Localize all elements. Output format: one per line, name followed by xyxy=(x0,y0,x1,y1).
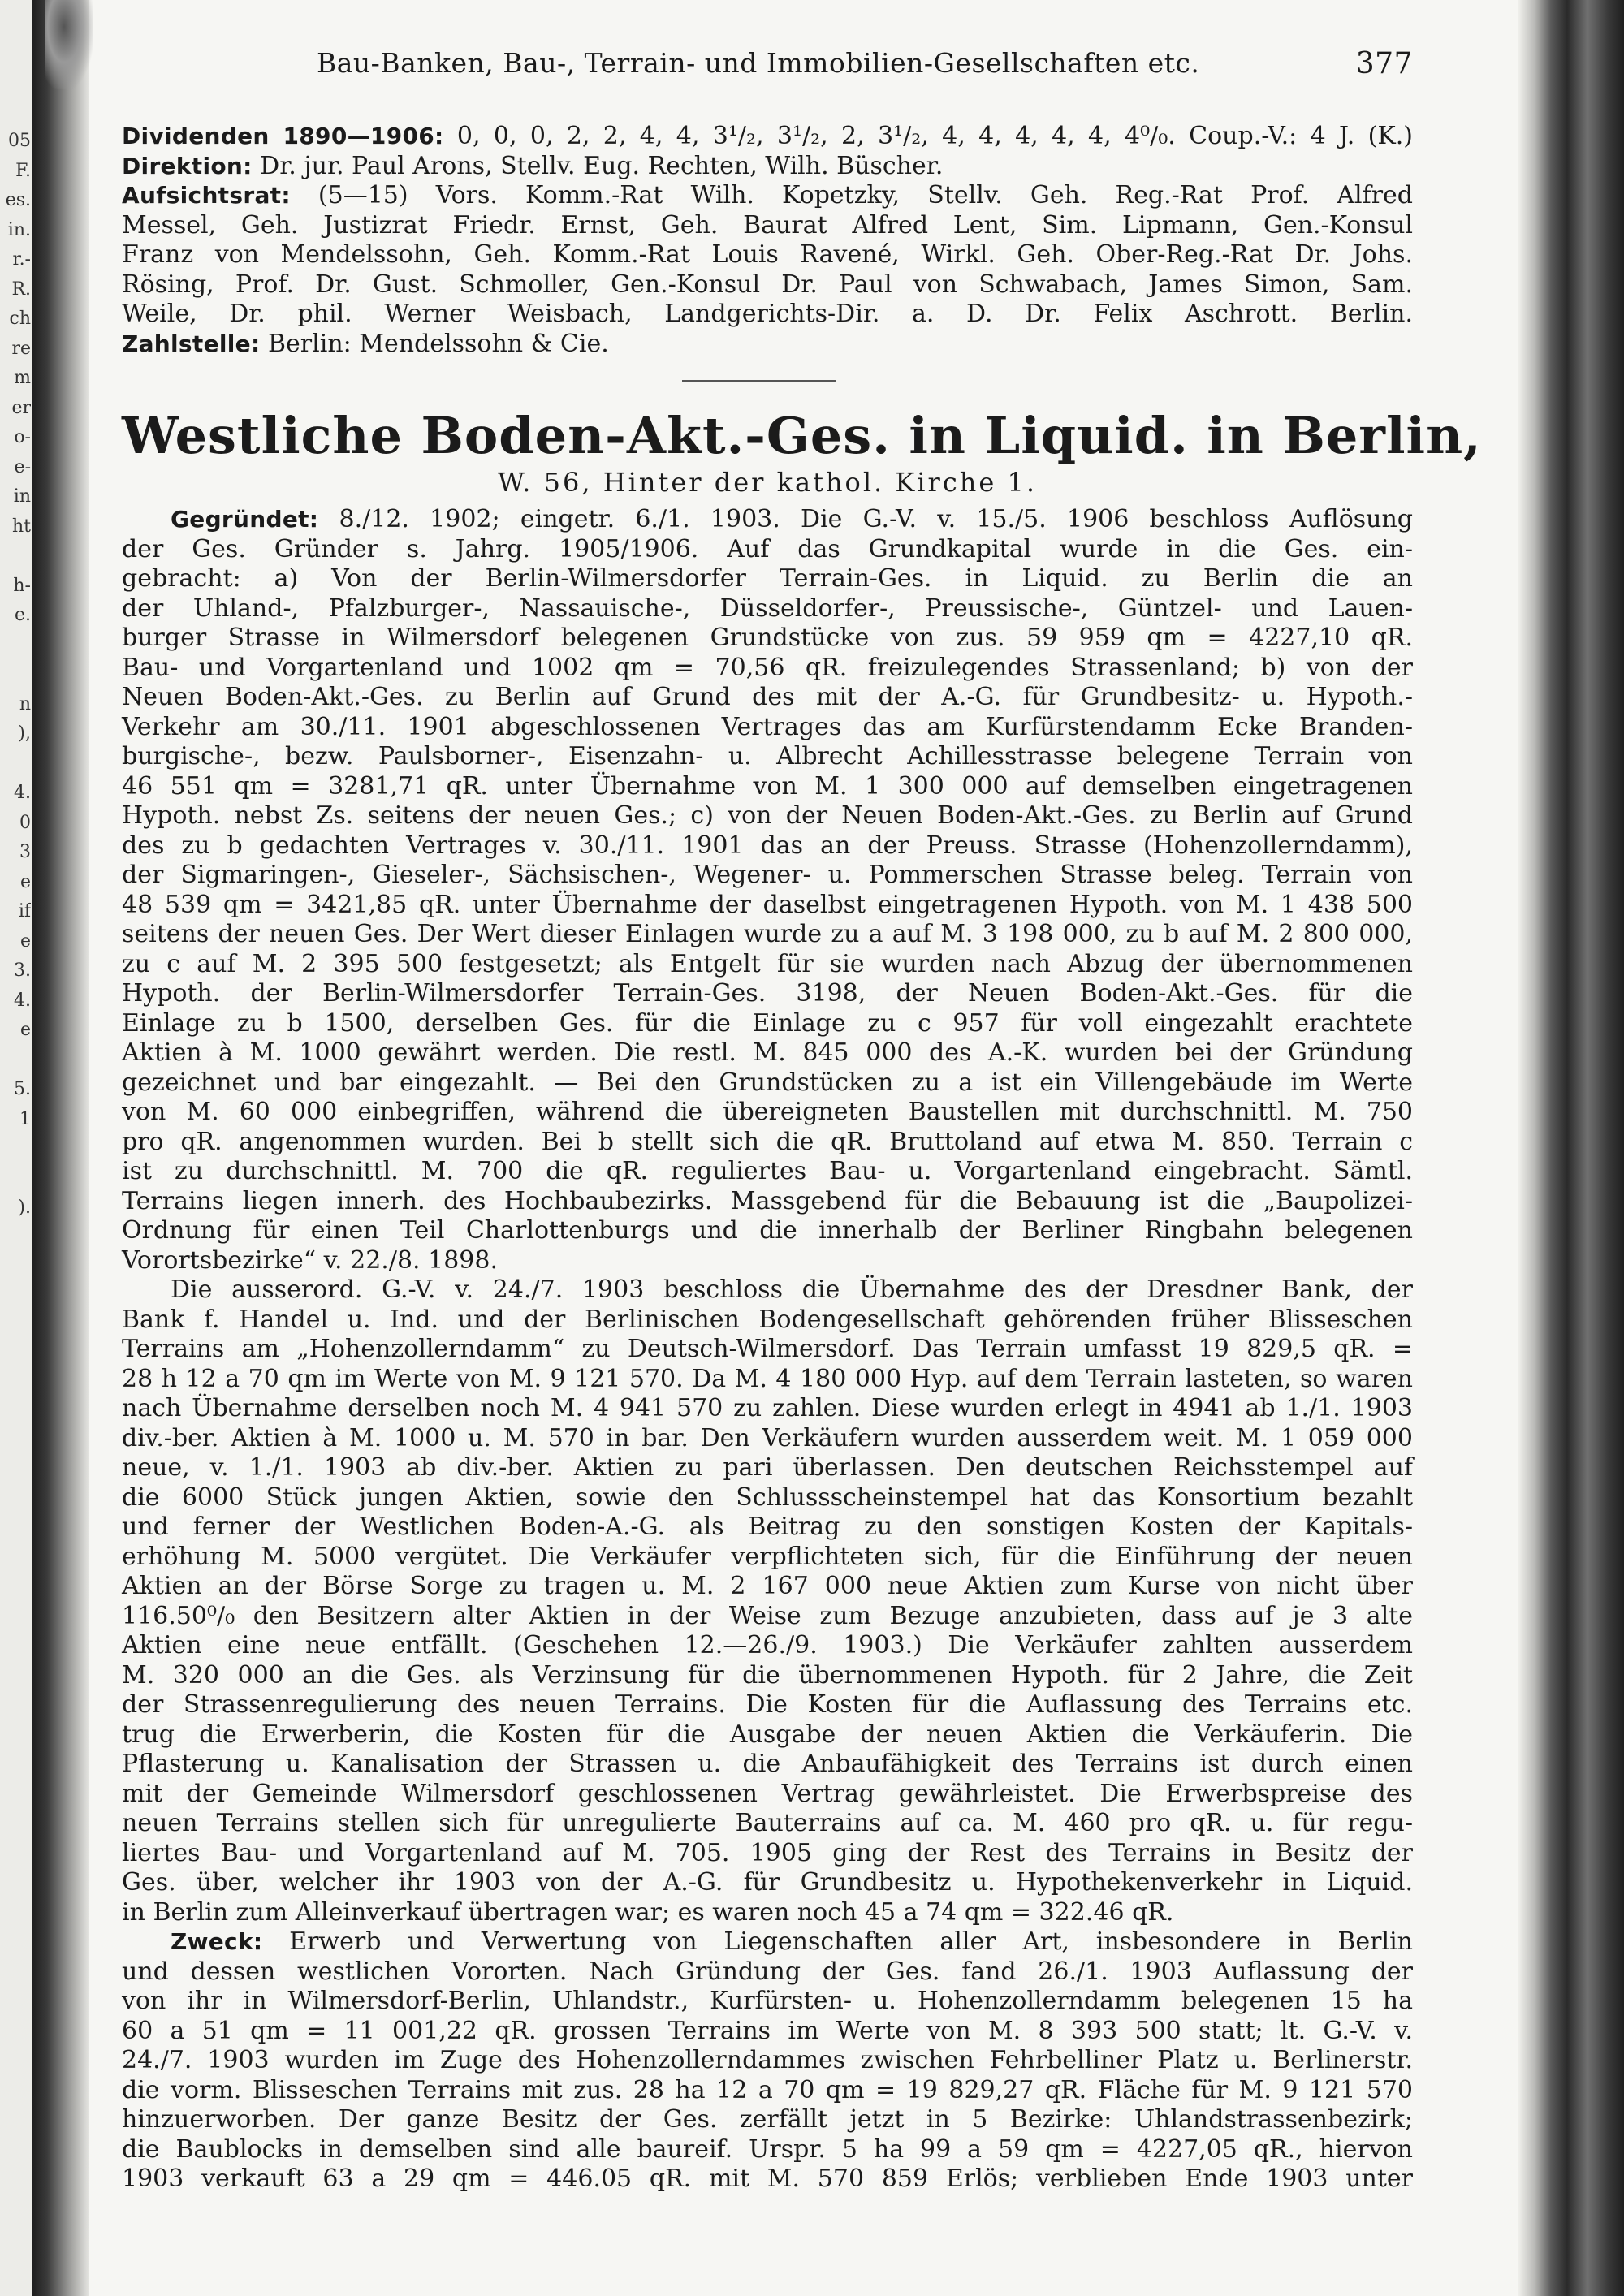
text-line xyxy=(122,594,1413,624)
text-line xyxy=(122,181,1413,211)
text-line xyxy=(122,950,1413,980)
line-text: 0, 0, 0, 2, 2, 4, 4, 3¹/₂, 3¹/₂, 2, 3¹/₂, 4, 4, 4, 4, 4, 4⁰/₀. Coup.-V.: 4 J. (K.) xyxy=(443,122,1413,150)
running-head xyxy=(122,47,1413,83)
margin-fragment: h- xyxy=(13,575,31,596)
line-text: Berlin: Mendelssohn & Cie. xyxy=(260,329,609,358)
line-text: erhöhung M. 5000 vergütet. Die Verkäufer verpflichteten sich, für die Einführung der neuen xyxy=(122,1542,1413,1571)
field-label: Aufsichtsrat: xyxy=(122,182,291,209)
line-text: burger Strasse in Wilmersdorf belegenen Grundstücke von zus. 59 959 qm = 4227,10 qR. xyxy=(122,624,1413,652)
text-line xyxy=(122,1306,1413,1336)
text-line xyxy=(122,772,1413,802)
line-text: 28 h 12 a 70 qm im Werte von M. 9 121 570. Da M. 4 180 000 Hyp. auf dem Terrain lasteten, so waren xyxy=(122,1364,1413,1393)
margin-fragment: n xyxy=(19,693,31,714)
line-text: Hypoth. nebst Zs. seitens der neuen Ges.; c) von der Neuen Boden-Akt.-Ges. zu Berlin auf Grund xyxy=(122,801,1413,830)
line-text: Einlage zu b 1500, derselben Ges. für die Einlage zu c 957 für voll eingezahlt erachtete xyxy=(122,1008,1413,1038)
line-text: seitens der neuen Ges. Der Wert dieser Einlagen wurde zu a auf M. 3 198 000, zu b auf M. 2 800 000, xyxy=(122,920,1413,948)
margin-fragment: er xyxy=(11,397,31,418)
line-text: 60 a 51 qm = 11 001,22 qR. grossen Terrains im Werte von M. 8 393 500 statt; lt. G.-V. v. xyxy=(122,2016,1413,2045)
text-line xyxy=(122,564,1413,594)
line-text: Vorortsbezirke“ v. 22./8. 1898. xyxy=(122,1245,498,1275)
margin-fragment: es. xyxy=(5,190,31,210)
text-line xyxy=(122,1780,1413,1810)
line-text: gezeichnet und bar eingezahlt. — Bei den Grundstücken zu a ist ein Villengebäude im Werte xyxy=(122,1068,1413,1097)
line-text: 8./12. 1902; eingetr. 6./1. 1903. Die G.-V. v. 15./5. 1906 beschloss Auflösung xyxy=(318,505,1413,533)
margin-fragment: in xyxy=(13,486,31,507)
text-line xyxy=(122,742,1413,772)
line-text: Terrains liegen innerh. des Hochbaubezirks. Massgebend für die Bebauung ist die „Baupolizei- xyxy=(122,1186,1413,1215)
line-text: Rösing, Prof. Dr. Gust. Schmoller, Gen.-Konsul Dr. Paul von Schwabach, James Simon, Sam. xyxy=(122,270,1413,299)
margin-fragment: in. xyxy=(7,219,31,240)
line-text: Pflasterung u. Kanalisation der Strassen u. die Anbaufähigkeit des Terrains ist durch einen xyxy=(122,1750,1413,1778)
text-line xyxy=(122,1957,1413,1987)
field-label: Zweck: xyxy=(171,1928,263,1955)
line-text: der Sigmaringen-, Gieseler-, Sächsischen-, Wegener- u. Pommerschen Strasse beleg. Terrain von xyxy=(122,861,1413,889)
entry-body xyxy=(122,505,1413,2195)
text-line xyxy=(122,1157,1413,1187)
text-line xyxy=(122,891,1413,921)
line-text: Dr. jur. Paul Arons, Stellv. Eug. Rechten, Wilh. Büscher. xyxy=(252,151,944,180)
line-text: Messel, Geh. Justizrat Friedr. Ernst, Geh. Baurat Alfred Lent, Sim. Lipmann, Gen.-Konsul xyxy=(122,210,1413,240)
text-line xyxy=(122,1868,1413,1898)
text-line xyxy=(122,2135,1413,2165)
line-text: die vorm. Blisseschen Terrains mit zus. 28 ha 12 a 70 qm = 19 829,27 qR. Fläche für M. 9 121 570 xyxy=(122,2075,1413,2104)
text-line xyxy=(122,1602,1413,1632)
line-text: zu c auf M. 2 395 500 festgesetzt; als Entgelt für sie wurden nach Abzug der übernommenen xyxy=(122,949,1413,978)
line-text: Verkehr am 30./11. 1901 abgeschlossenen Vertrages das am Kurfürstendamm Ecke Branden- xyxy=(122,712,1413,741)
text-line xyxy=(122,1690,1413,1720)
line-text: hinzuerworben. Der ganze Besitz der Ges. zerfällt jetzt in 5 Bezirke: Uhlandstrassenbezirk; xyxy=(122,2105,1413,2134)
text-line xyxy=(122,979,1413,1009)
line-text: pro qR. angenommen wurden. Bei b stellt sich die qR. Bruttoland auf etwa M. 850. Terrain c xyxy=(122,1127,1413,1156)
line-text: Ges. über, welcher ihr 1903 von der A.-G. für Grundbesitz u. Hypothekenverkehr in Liquid. xyxy=(122,1868,1413,1897)
text-line xyxy=(122,2046,1413,2076)
text-line xyxy=(122,1987,1413,2017)
running-head-title: Bau-Banken, Bau-, Terrain- und Immobilien-Gesellschaften etc. xyxy=(317,47,1200,79)
line-text: der Uhland-, Pfalzburger-, Nassauische-, Düsseldorfer-, Preussische-, Güntzel- und Lauen- xyxy=(122,593,1413,623)
line-text: Aktien eine neue entfällt. (Geschehen 12.—26./9. 1903.) Die Verkäufer zahlten ausserdem xyxy=(122,1631,1413,1659)
text-line xyxy=(122,1246,1413,1276)
line-text: neuen Terrains stellen sich für unregulierte Bauterrains auf ca. M. 460 pro qR. u. für regu- xyxy=(122,1809,1413,1837)
margin-fragment: 1 xyxy=(19,1108,31,1129)
text-line xyxy=(122,535,1413,565)
previous-entry xyxy=(122,122,1413,359)
line-text: gebracht: a) Von der Berlin-Wilmersdorfer Terrain-Ges. in Liquid. zu Berlin die an xyxy=(122,564,1413,593)
text-line xyxy=(122,1098,1413,1128)
line-text: die 6000 Stück jungen Aktien, sowie den Schlussscheinstempel hat das Konsortium bezahlt xyxy=(122,1482,1413,1512)
margin-fragment: e xyxy=(19,930,31,952)
facing-page-strip xyxy=(0,0,32,2296)
text-line xyxy=(122,1898,1413,1928)
margin-fragment: e- xyxy=(14,456,31,477)
text-line xyxy=(122,831,1413,861)
text-line xyxy=(122,152,1413,182)
line-text: in Berlin zum Alleinverkauf übertragen war; es waren noch 45 a 74 qm = 322.46 qR. xyxy=(122,1897,1174,1927)
book-binding-shadow xyxy=(32,0,89,2296)
margin-fragment: 05 xyxy=(8,131,31,151)
text-line xyxy=(122,211,1413,241)
line-text: 1903 verkauft 63 a 29 qm = 446.05 qR. mit M. 570 859 Erlös; verblieben Ende 1903 unter xyxy=(122,2164,1413,2193)
margin-fragment: 4. xyxy=(14,990,31,1011)
field-label: Zahlstelle: xyxy=(122,330,261,357)
margin-fragment: r.- xyxy=(12,249,31,270)
text-line xyxy=(122,505,1413,535)
field-label: Gegründet: xyxy=(171,506,319,533)
margin-fragment: 3 xyxy=(19,842,31,862)
line-text: und ferner der Westlichen Boden-A.-G. als Beitrag zu den sonstigen Kosten der Kapitals- xyxy=(122,1513,1413,1541)
text-line xyxy=(122,1809,1413,1839)
text-line xyxy=(122,2105,1413,2135)
margin-fragment: 0 xyxy=(19,812,31,833)
margin-fragment: m xyxy=(14,368,31,388)
text-line xyxy=(122,1661,1413,1691)
text-line xyxy=(122,683,1413,713)
line-text: 48 539 qm = 3421,85 qR. unter Übernahme der daselbst eingetragenen Hypoth. von M. 1 438 500 xyxy=(122,890,1413,919)
text-line xyxy=(122,1513,1413,1543)
line-text: von M. 60 000 einbegriffen, während die übereigneten Baustellen mit durchschnittl. M. 750 xyxy=(122,1098,1413,1126)
line-text: 24./7. 1903 wurden im Zuge des Hohenzollerndammes zwischen Fehrbelliner Platz u. Berlinerstr. xyxy=(122,2046,1413,2074)
line-text: (5—15) Vors. Komm.-Rat Wilh. Kopetzky, Stellv. Geh. Reg.-Rat Prof. Alfred xyxy=(290,181,1413,209)
margin-fragment: if xyxy=(18,901,31,921)
margin-fragment: ch xyxy=(9,309,31,329)
text-line xyxy=(122,861,1413,891)
margin-fragment: ht xyxy=(11,516,31,537)
line-text: 116.50⁰/₀ den Besitzern alter Aktien in der Weise zum Bezuge anzubieten, dass auf je 3 alte xyxy=(122,1601,1413,1630)
field-label: Direktion: xyxy=(122,152,253,179)
line-text: des zu b gedachten Vertrages v. 30./11. 1901 das an der Preuss. Strasse (Hohenzollerndamm), xyxy=(122,831,1413,860)
text-line xyxy=(122,240,1413,270)
line-text: trug die Erwerberin, die Kosten für die Ausgabe der neuen Aktien die Verkäuferin. Die xyxy=(122,1720,1413,1749)
page-number: 377 xyxy=(1355,47,1413,80)
margin-fragment: ), xyxy=(18,723,31,744)
text-line xyxy=(122,1927,1413,1957)
text-line xyxy=(122,1187,1413,1217)
text-line xyxy=(122,1839,1413,1869)
text-line xyxy=(122,624,1413,654)
text-line xyxy=(122,920,1413,950)
text-line xyxy=(122,801,1413,831)
line-text: liertes Bau- und Vorgartenland auf M. 705. 1905 ging der Rest des Terrains in Besitz der xyxy=(122,1838,1413,1867)
text-line xyxy=(122,1750,1413,1780)
margin-fragment: 4. xyxy=(14,783,31,803)
text-line xyxy=(122,1216,1413,1246)
field-label: Dividenden 1890—1906: xyxy=(122,123,444,149)
line-text: Aktien à M. 1000 gewährt werden. Die restl. M. 845 000 des A.-K. wurden bei der Gründung xyxy=(122,1038,1413,1067)
margin-fragment: o- xyxy=(14,427,31,447)
entry-title: Westliche Boden-Akt.-Ges. in Liquid. in Berlin, xyxy=(122,406,1482,465)
line-text: die Baublocks in demselben sind alle baureif. Urspr. 5 ha 99 a 59 qm = 4227,05 qR., hiervon xyxy=(122,2134,1413,2164)
line-text: neue, v. 1./1. 1903 ab div.-ber. Aktien zu pari überlassen. Den deutschen Reichsstempel auf xyxy=(122,1453,1413,1482)
line-text: der Ges. Gründer s. Jahrg. 1905/1906. Auf das Grundkapital wurde in die Ges. ein- xyxy=(122,534,1413,563)
line-text: von ihr in Wilmersdorf-Berlin, Uhlandstr., Kurfürsten- u. Hohenzollerndamm belegenen 15 ha xyxy=(122,1987,1413,2015)
text-line xyxy=(122,1631,1413,1661)
text-line xyxy=(122,2164,1413,2195)
text-line xyxy=(122,1394,1413,1424)
page-corner-shadow xyxy=(45,0,93,89)
line-text: Erwerb und Verwertung von Liegenschaften aller Art, insbesondere in Berlin xyxy=(262,1927,1413,1956)
margin-fragment: F. xyxy=(15,160,31,181)
text-line xyxy=(122,2076,1413,2106)
text-line xyxy=(122,1543,1413,1573)
line-text: Bank f. Handel u. Ind. und der Berlinischen Bodengesellschaft gehörenden früher Blisseschen xyxy=(122,1305,1413,1334)
line-text: Weile, Dr. phil. Werner Weisbach, Landgerichts-Dir. a. D. Dr. Felix Aschrott. Berlin. xyxy=(122,300,1413,328)
margin-fragment: e xyxy=(19,1020,31,1040)
line-text: Aktien an der Börse Sorge zu tragen u. M. 2 167 000 neue Aktien zum Kurse von nicht über xyxy=(122,1572,1413,1600)
line-text: Terrains am „Hohenzollerndamm“ zu Deutsch-Wilmersdorf. Das Terrain umfasst 19 829,5 qR. = xyxy=(122,1335,1413,1363)
text-line xyxy=(122,1009,1413,1039)
line-text: Franz von Mendelssohn, Geh. Komm.-Rat Louis Ravené, Wirkl. Geh. Ober-Reg.-Rat Dr. Johs. xyxy=(122,240,1413,269)
line-text: Neuen Boden-Akt.-Ges. zu Berlin auf Grund des mit der A.-G. für Grundbesitz- u. Hypoth.- xyxy=(122,683,1413,711)
section-divider xyxy=(682,380,836,382)
line-text: der Strassenregulierung des neuen Terrains. Die Kosten für die Auflassung des Terrains etc. xyxy=(122,1690,1413,1719)
text-line xyxy=(122,1128,1413,1158)
margin-fragment: 5. xyxy=(14,1079,31,1099)
text-line xyxy=(122,1483,1413,1513)
line-text: burgische-, bezw. Paulsborner-, Eisenzahn- u. Albrecht Achillesstrasse belegene Terrain von xyxy=(122,742,1413,770)
text-line xyxy=(122,2017,1413,2047)
margin-fragment: 3. xyxy=(14,960,31,981)
line-text: Die ausserord. G.-V. v. 24./7. 1903 beschloss die Übernahme des der Dresdner Bank, der xyxy=(171,1275,1413,1304)
text-line xyxy=(122,1038,1413,1068)
text-line xyxy=(122,654,1413,684)
line-text: Ordnung für einen Teil Charlottenburgs und die innerhalb der Berliner Ringbahn belegenen xyxy=(122,1216,1413,1245)
margin-fragment: re xyxy=(11,338,31,359)
line-text: und dessen westlichen Vororten. Nach Gründung der Ges. fand 26./1. 1903 Auflassung der xyxy=(122,1957,1413,1986)
text-line xyxy=(122,1068,1413,1098)
margin-fragment: e. xyxy=(14,605,31,625)
text-line xyxy=(122,1572,1413,1602)
margin-fragment: ). xyxy=(18,1198,31,1218)
line-text: nach Übernahme derselben noch M. 4 941 570 zu zahlen. Diese wurden erlegt in 4941 ab 1./1. 1903 xyxy=(122,1394,1413,1422)
margin-fragment: R. xyxy=(11,278,31,300)
text-line xyxy=(122,1335,1413,1365)
line-text: M. 320 000 an die Ges. als Verzinsung für die übernommenen Hypoth. für 2 Jahre, die Zeit xyxy=(122,1660,1413,1690)
line-text: 46 551 qm = 3281,71 qR. unter Übernahme von M. 1 300 000 auf demselben eingetragenen xyxy=(122,771,1413,801)
entry-address: W. 56, Hinter der kathol. Kirche 1. xyxy=(498,467,1037,498)
line-text: Bau- und Vorgartenland und 1002 qm = 70,56 qR. freizulegendes Strassenland; b) von der xyxy=(122,653,1413,682)
line-text: ist zu durchschnittl. M. 700 die qR. reguliertes Bau- u. Vorgartenland eingebracht. Sämtl. xyxy=(122,1157,1413,1185)
line-text: mit der Gemeinde Wilmersdorf geschlossenen Vertrag gewährleistet. Die Erwerbspreise des xyxy=(122,1779,1413,1808)
book-page xyxy=(122,32,1482,2273)
text-line xyxy=(122,1424,1413,1454)
text-line xyxy=(122,1275,1413,1306)
text-line xyxy=(122,330,1413,360)
text-line xyxy=(122,1453,1413,1483)
line-text: Hypoth. der Berlin-Wilmersdorfer Terrain-Ges. 3198, der Neuen Boden-Akt.-Ges. für die xyxy=(122,979,1413,1008)
text-line xyxy=(122,1720,1413,1750)
text-line xyxy=(122,1365,1413,1395)
text-line xyxy=(122,270,1413,300)
page-edge-shadow xyxy=(1518,0,1624,2296)
line-text: div.-ber. Aktien à M. 1000 u. M. 570 in bar. Den Verkäufern wurden ausserdem weit. M. 1 059 000 xyxy=(122,1423,1413,1452)
text-line xyxy=(122,300,1413,330)
text-line xyxy=(122,122,1413,152)
margin-fragment: e xyxy=(19,871,31,892)
text-line xyxy=(122,713,1413,743)
